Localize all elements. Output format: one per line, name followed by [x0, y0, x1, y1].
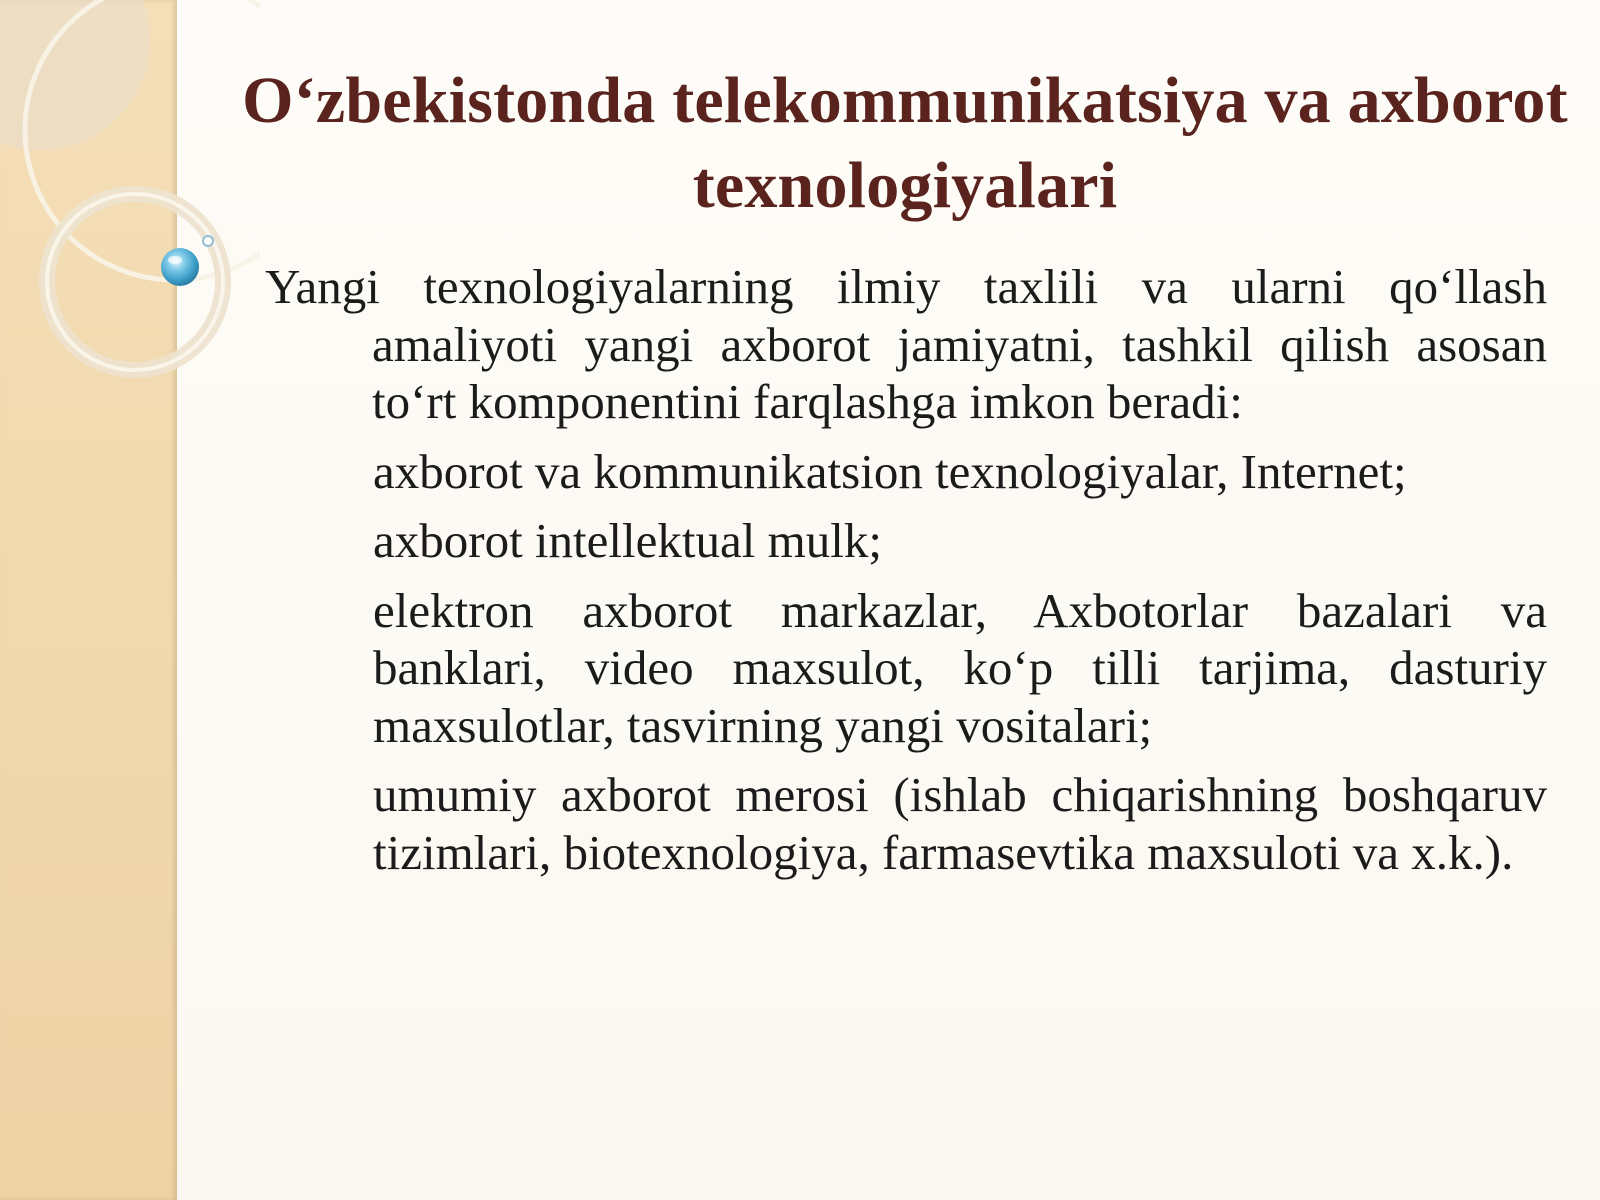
ring-decoration — [0, 0, 260, 420]
intro-paragraph: Yangi texnologiyalarning ilmiy taxlili va ularni qo‘llash amaliyoti yangi axborot jamiyatni, tashkil qilish asosan to‘rt komponentini farqlashga imkon beradi: — [265, 259, 1547, 429]
small-ring-icon — [203, 236, 213, 246]
list-item: axborot va kommunikatsion texnologiyalar, Internet; — [373, 443, 1407, 499]
slide-title: O‘zbekistonda telekommunikatsiya va axborot texnologiyalari — [242, 64, 1568, 222]
slide-body — [265, 258, 1547, 893]
list-item: axborot intellektual mulk; — [373, 513, 882, 568]
blue-orb-icon — [161, 248, 199, 286]
list-item: elektron axborot markazlar, Axbotorlar bazalari va banklari, video maxsulot, ko‘p tilli tarjima, dasturiy maxsulotlar, tasvirning yangi vositalari; — [373, 582, 1547, 753]
list-item: umumiy axborot merosi (ishlab chiqarishning boshqaruv tizimlari, biotexnologiya, farmasevtika maxsuloti va x.k.). — [373, 767, 1547, 880]
